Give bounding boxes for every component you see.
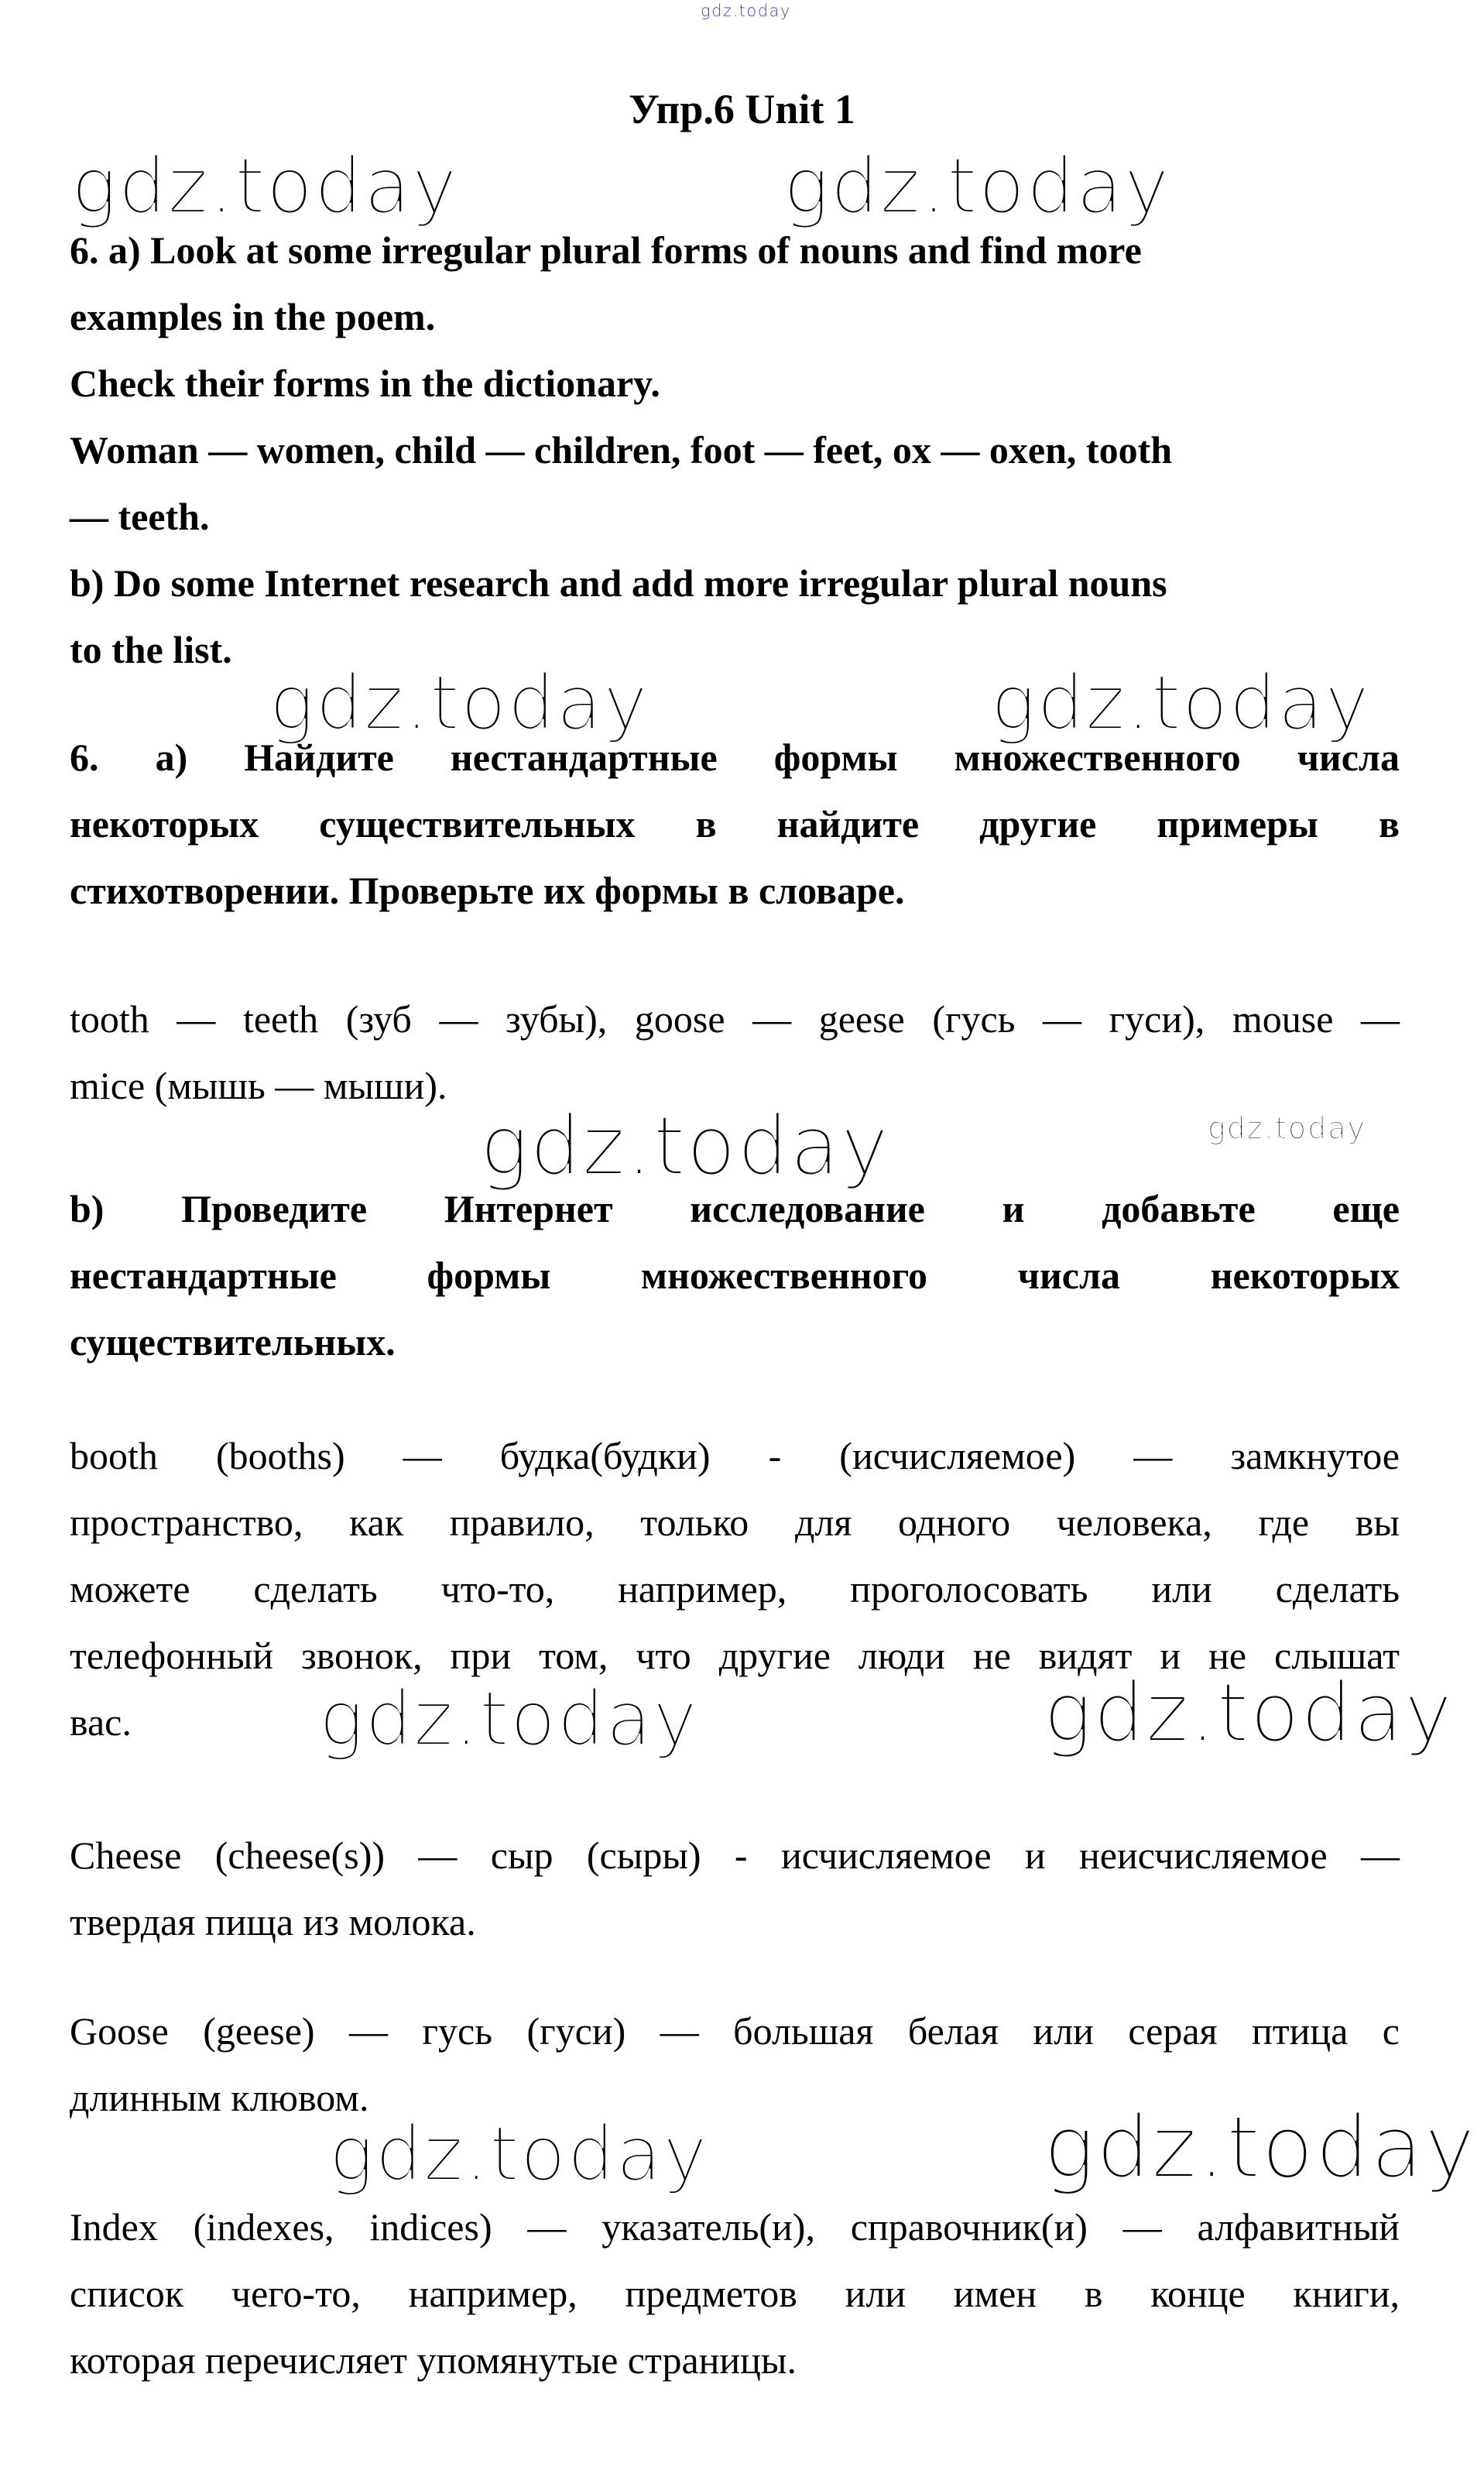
task-russian-a xyxy=(70,724,1400,924)
text-line: стихотворении. Проверьте их формы в словаре. xyxy=(70,869,905,912)
text-line: booth (booths) — будка(будки) - (исчисляемое) — замкнутое xyxy=(70,1434,1400,1477)
task-english xyxy=(70,217,1400,683)
text-line: b) Проведите Интернет исследование и добавьте еще xyxy=(70,1187,1400,1230)
answer-index xyxy=(70,2194,1400,2393)
text-line: вас. xyxy=(70,1700,132,1744)
text-line: tooth — teeth (зуб — зубы), goose — geese (гусь — гуси), mouse — xyxy=(70,997,1400,1041)
text-line: to the list. xyxy=(70,628,232,671)
text-line: некоторых существительных в найдите другие примеры в xyxy=(70,802,1400,846)
text-line: нестандартные формы множественного числа некоторых xyxy=(70,1254,1400,1297)
gdz-watermark: gdz.today xyxy=(269,660,649,746)
gdz-watermark: gdz.today xyxy=(319,1676,699,1762)
text-line: Cheese (cheese(s)) — сыр (сыры) - исчисляемое и неисчисляемое — xyxy=(70,1834,1400,1877)
text-line: 6. a) Look at some irregular plural forms of nouns and find more xyxy=(70,228,1142,272)
task-russian-b xyxy=(70,1175,1400,1375)
gdz-watermark-small: gdz.today xyxy=(1208,1111,1366,1145)
text-line: Goose (geese) — гусь (гуси) — большая белая или серая птица с xyxy=(70,2009,1400,2053)
text-line: b) Do some Internet research and add more irregular plural nouns xyxy=(70,561,1167,605)
text-line: 6. а) Найдите нестандартные формы множественного числа xyxy=(70,736,1400,779)
gdz-watermark-top: gdz.today xyxy=(701,2,791,20)
exercise-title: Упр.6 Unit 1 xyxy=(629,86,855,132)
text-line: Index (indexes, indices) — указатель(и), справочник(и) — алфавитный xyxy=(70,2205,1400,2249)
text-line: которая перечисляет упомянутые страницы. xyxy=(70,2338,797,2382)
text-line: длинным клювом. xyxy=(70,2076,369,2119)
gdz-watermark: gdz.today xyxy=(480,1099,890,1193)
answer-booth xyxy=(70,1422,1400,1762)
text-line: можете сделать что-то, например, проголосовать или сделать xyxy=(70,1567,1400,1611)
text-line: — teeth. xyxy=(70,495,210,538)
gdz-watermark: gdz.today xyxy=(329,2111,709,2197)
text-line: телефонный звонок, при том, что другие люди не видят и не слышат xyxy=(70,1634,1400,1677)
gdz-watermark: gdz.today xyxy=(71,142,459,231)
gdz-watermark: gdz.today xyxy=(783,142,1171,231)
text-line: Woman — women, child — children, foot — feet, ox — oxen, tooth xyxy=(70,428,1173,472)
text-line: пространство, как правило, только для одного человека, где вы xyxy=(70,1501,1400,1544)
text-line: список чего-то, например, предметов или имен в конце книги, xyxy=(70,2272,1400,2315)
text-line: существительных. xyxy=(70,1320,396,1364)
text-line: examples in the poem. xyxy=(70,295,436,338)
answer-irregular-plurals xyxy=(70,986,1400,1119)
gdz-watermark: gdz.today xyxy=(1044,1666,1454,1760)
answer-goose xyxy=(70,1998,1400,2131)
text-line: твердая пища из молока. xyxy=(70,1900,476,1943)
gdz-watermark: gdz.today xyxy=(991,660,1371,746)
text-line: Check their forms in the dictionary. xyxy=(70,362,660,405)
gdz-watermark: gdz.today xyxy=(1044,2098,1477,2197)
answer-cheese xyxy=(70,1822,1400,1955)
text-line: mice (мышь — мыши). xyxy=(70,1064,447,1107)
